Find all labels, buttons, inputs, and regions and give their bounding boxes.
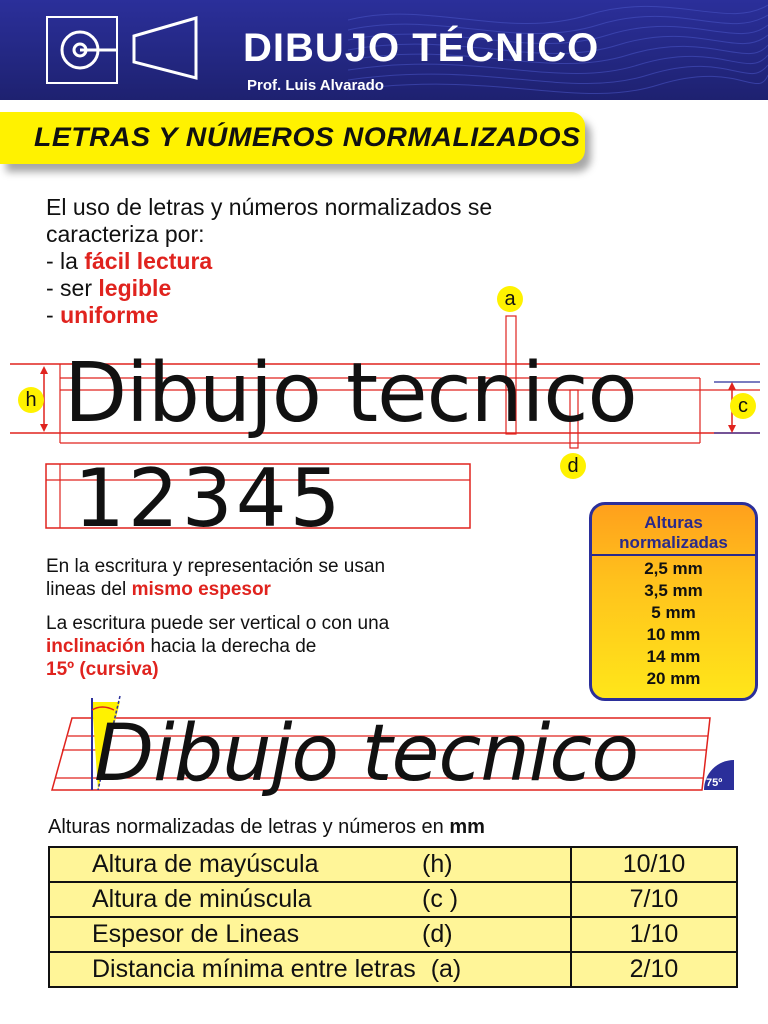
- table-row: [49, 847, 737, 882]
- logo-trapezoid-icon: [130, 14, 200, 84]
- row-value: 7/10: [571, 882, 737, 917]
- section-title: LETRAS Y NÚMEROS NORMALIZADOS: [34, 122, 581, 152]
- proportions-table: [48, 846, 738, 988]
- paragraph-line-weight: En la escritura y representación se usan lineas del mismo espesor: [46, 556, 386, 600]
- intro-line-1: El uso de letras y números normalizados se: [46, 194, 493, 220]
- table-row: [49, 882, 737, 917]
- header-bar: [0, 0, 768, 100]
- label-a-badge: a: [497, 286, 523, 312]
- row-value: 1/10: [571, 917, 737, 952]
- height-value: 20 mm: [646, 669, 701, 688]
- angle-label: 75º: [706, 777, 723, 789]
- row-label: Espesor de Lineas (d): [49, 917, 571, 952]
- intro-item-1: - la fácil lectura: [46, 248, 213, 274]
- table-row: [49, 917, 737, 952]
- height-value: 2,5 mm: [644, 559, 703, 578]
- page-title: DIBUJO TÉCNICO: [243, 26, 600, 70]
- label-d-badge: d: [560, 453, 586, 479]
- intro-item-2: - ser legible: [46, 275, 172, 301]
- label-c-badge: c: [730, 393, 756, 419]
- heights-title: Alturas normalizadas: [619, 513, 728, 552]
- logo-circle-icon: [46, 16, 118, 84]
- section-banner: [0, 112, 585, 164]
- height-value: 10 mm: [646, 625, 701, 644]
- row-value: 2/10: [571, 952, 737, 987]
- height-value: 3,5 mm: [644, 581, 703, 600]
- intro-item-3: - uniforme: [46, 302, 159, 328]
- table-caption: Alturas normalizadas de letras y números en mm: [48, 816, 485, 838]
- intro-line-2: caracteriza por:: [46, 221, 205, 247]
- italic-sample-text: Dibujo tecnico: [94, 709, 639, 799]
- row-label: Distancia mínima entre letras (a): [49, 952, 571, 987]
- row-value: 10/10: [571, 847, 737, 882]
- page-subtitle: Prof. Luis Alvarado: [247, 77, 384, 94]
- sample-text: Dibujo tecnico: [64, 346, 637, 441]
- standard-heights-box: [589, 502, 758, 701]
- label-h-badge: h: [18, 387, 44, 413]
- table-row: [49, 952, 737, 987]
- height-value: 14 mm: [646, 647, 701, 666]
- sample-numbers: 12345: [74, 452, 344, 545]
- height-value: 5 mm: [651, 603, 696, 622]
- paragraph-inclination: La escritura puede ser vertical o con una inclinación hacia la derecha de 15º (cursiva): [46, 613, 390, 680]
- heights-divider: [592, 554, 755, 556]
- row-label: Altura de minúscula (c ): [49, 882, 571, 917]
- row-label: Altura de mayúscula (h): [49, 847, 571, 882]
